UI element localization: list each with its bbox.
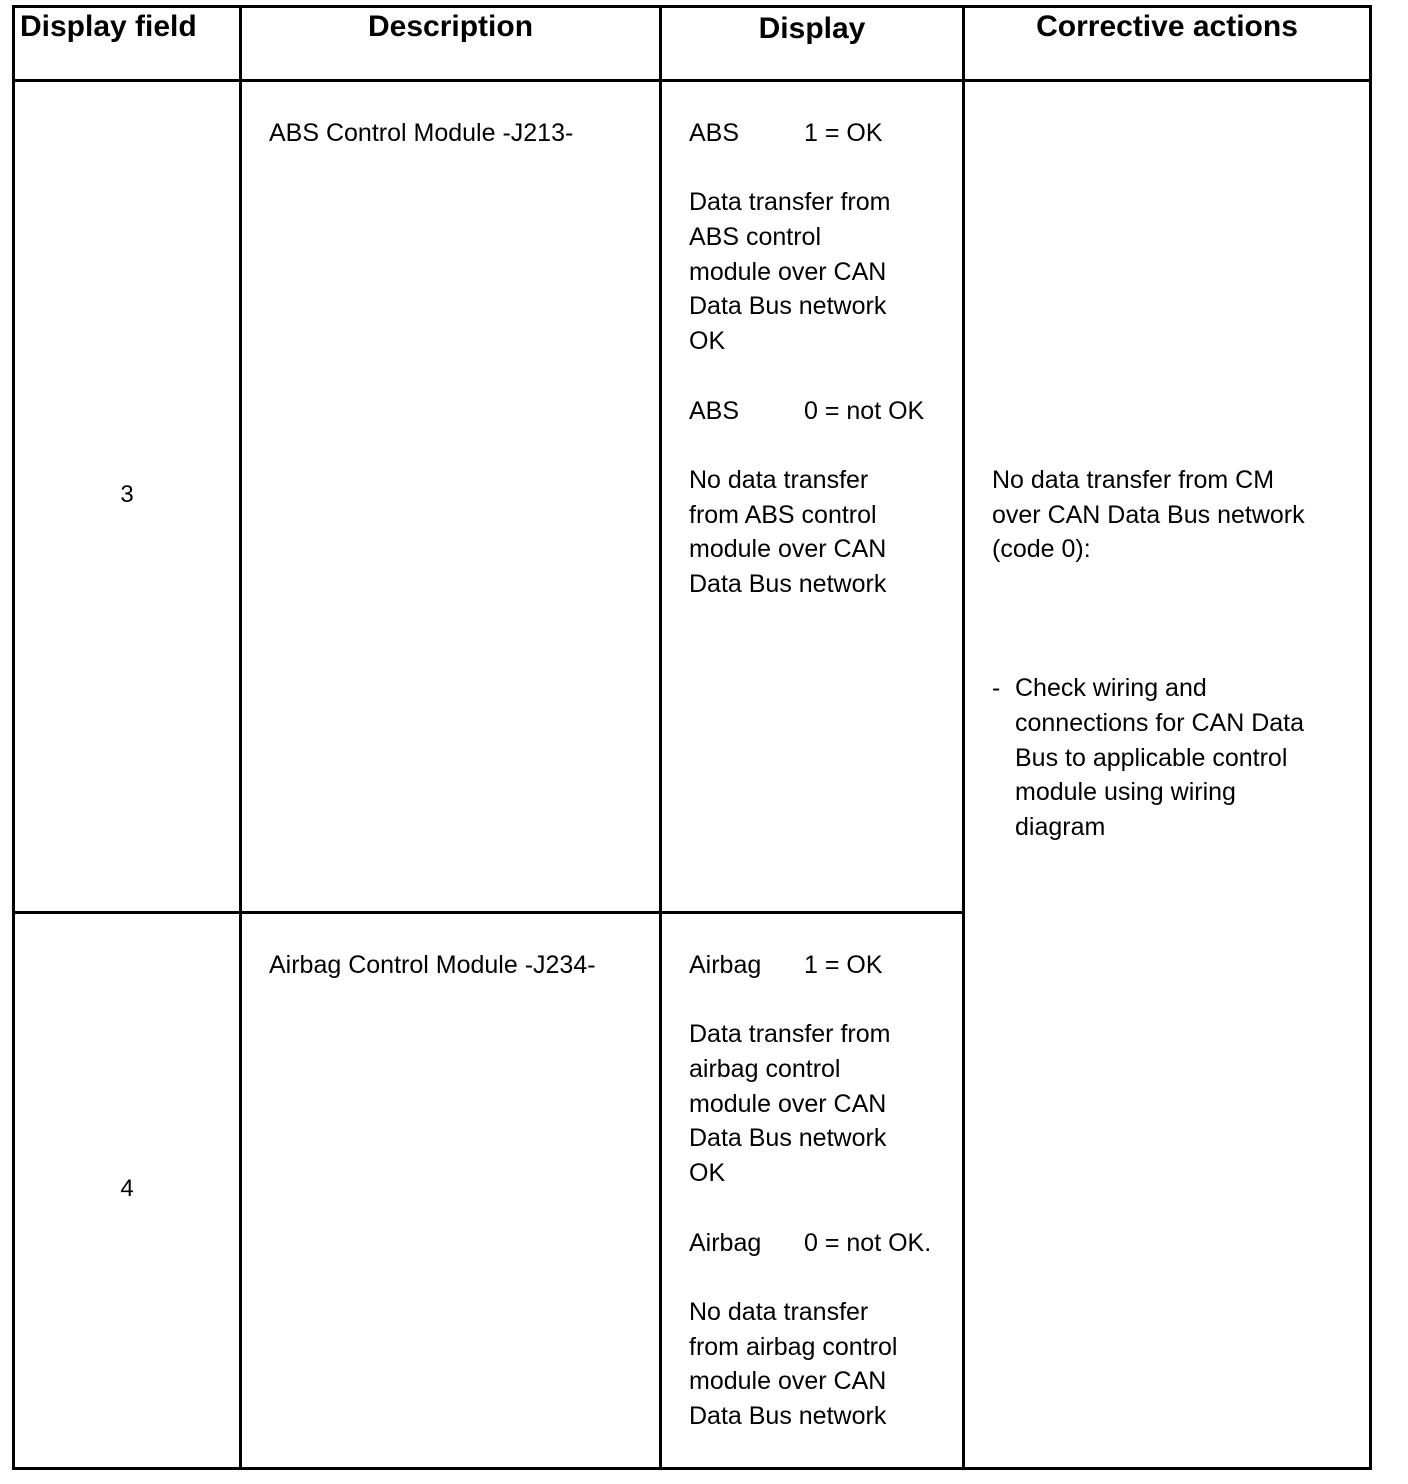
status-value: 0 = not OK <box>804 396 925 425</box>
bullet-text-line: Check wiring and <box>1015 674 1207 703</box>
table-border-bottom <box>12 1467 1372 1470</box>
bullet-text-line: module using wiring <box>1015 778 1236 807</box>
status-label: Airbag <box>689 1228 762 1257</box>
display-text-line: module over CAN <box>689 257 887 286</box>
status-not-ok-line <box>689 394 954 429</box>
display-text-line: Data Bus network <box>689 1124 887 1153</box>
display-text-line: No data transfer <box>689 1297 869 1326</box>
display-text-line: OK <box>689 1159 726 1188</box>
display-text-line: OK <box>689 327 726 356</box>
display-field-number: 4 <box>120 1175 134 1202</box>
row-divider <box>12 911 965 914</box>
display-text-line: Data Bus network <box>689 570 887 599</box>
corrective-text-line: No data transfer from CM <box>992 466 1275 494</box>
header-corrective-actions: Corrective actions <box>1036 10 1298 43</box>
status-value: 1 = OK <box>804 951 883 979</box>
status-label: ABS <box>689 396 740 425</box>
corrective-actions-cell <box>992 463 1367 845</box>
display-text-line: module over CAN <box>689 1367 887 1396</box>
corrective-bullet <box>992 671 1367 845</box>
display-cell <box>689 948 959 1434</box>
column-divider <box>962 5 965 1470</box>
status-value: 1 = OK <box>804 119 883 147</box>
diagnostic-table <box>12 5 1372 1470</box>
table-border-right <box>1369 5 1372 1470</box>
display-text-line: from airbag control <box>689 1332 898 1361</box>
status-ok-line <box>689 116 954 151</box>
header-description: Description <box>367 10 534 43</box>
display-text-line: module over CAN <box>689 1089 887 1118</box>
display-cell <box>689 116 954 602</box>
display-text-line: from ABS control <box>689 500 877 529</box>
corrective-text-line: over CAN Data Bus network <box>992 500 1305 529</box>
bullet-text-line: diagram <box>1015 812 1106 841</box>
display-text-line: Data transfer from <box>689 1020 891 1049</box>
display-field-number: 3 <box>120 481 134 508</box>
status-ok-line <box>689 948 959 983</box>
description-text: ABS Control Module -J213- <box>269 119 574 147</box>
bullet-text-line: connections for CAN Data <box>1015 708 1305 737</box>
display-text-line: Data Bus network <box>689 292 887 321</box>
status-label: Airbag <box>689 951 762 979</box>
bullet-text-line: Bus to applicable control <box>1015 743 1288 772</box>
status-not-ok-line <box>689 1226 959 1261</box>
display-text-line: Data transfer from <box>689 188 891 217</box>
display-text-line: ABS control <box>689 223 822 252</box>
corrective-text-line: (code 0): <box>992 535 1091 564</box>
column-divider <box>239 5 242 1470</box>
column-divider <box>659 5 662 1470</box>
status-label: ABS <box>689 119 740 147</box>
display-text-line: No data transfer <box>689 465 869 494</box>
header-display: Display <box>758 12 866 45</box>
status-value: 0 = not OK. <box>804 1228 932 1257</box>
description-text: Airbag Control Module -J234- <box>269 951 596 979</box>
bullet-marker: - <box>992 674 1001 703</box>
display-text-line: module over CAN <box>689 535 887 564</box>
display-text-line: airbag control <box>689 1055 841 1084</box>
header-display-field: Display field <box>20 10 197 43</box>
display-text-line: Data Bus network <box>689 1402 887 1431</box>
table-border-left <box>12 5 15 1470</box>
